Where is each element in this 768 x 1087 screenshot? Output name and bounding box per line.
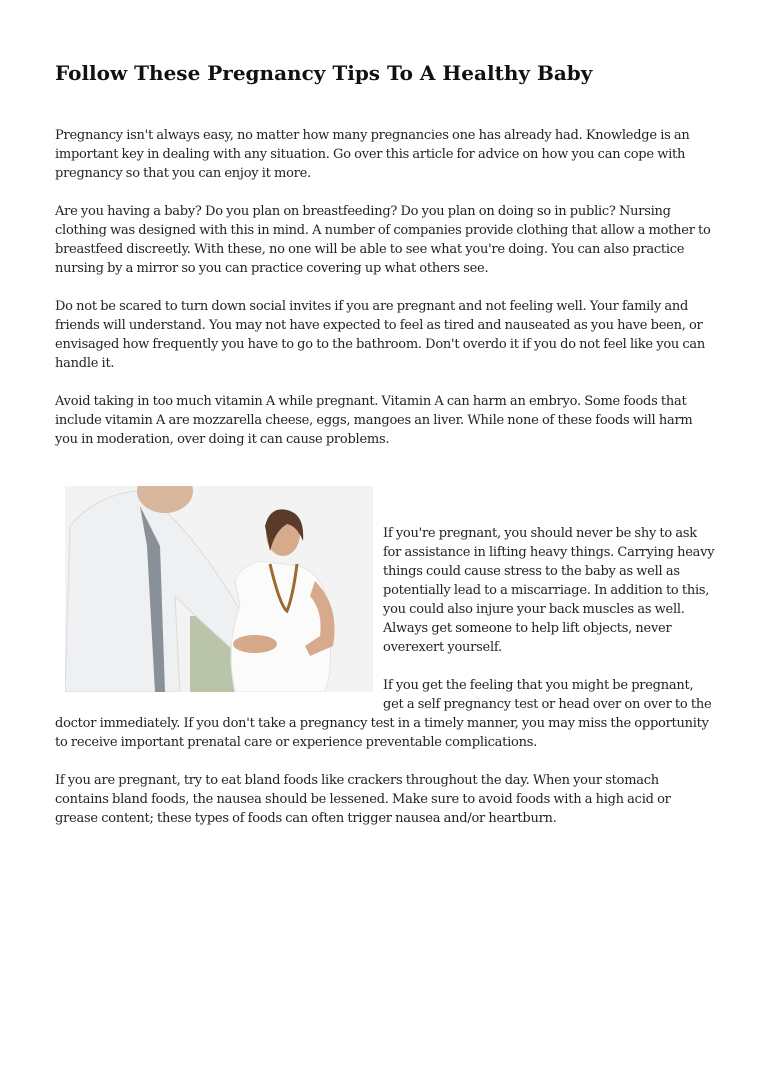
paragraph: If you are pregnant, try to eat bland foods like crackers throughout the day. When your stomach contains bland foods, the nausea should be lessened. Make sure to avoid foods with a high acid or grease content; these types of foods can often trigger nausea and/or heartburn. xyxy=(55,773,671,826)
paragraph: If you're pregnant, you should never be shy to ask for assistance in lifting heavy things. Carrying heavy things could cause stress to the baby as well as potentially lead to a miscarriage. In addition to this, you could also injure your back muscles as well. Always get someone to help lift objects, never overexert yourself. xyxy=(383,526,715,655)
paragraph: Are you having a baby? Do you plan on breastfeeding? Do you plan on doing so in public? Nursing clothing was designed with this in mind. A number of companies provide clothing that allow a mother to breastfeed discreetly. With these, no one will be able to see what you're doing. You can also practice nursing by a mirror so you can practice covering up what others see. xyxy=(55,204,711,276)
paragraph: Avoid taking in too much vitamin A while pregnant. Vitamin A can harm an embryo. Some foods that include vitamin A are mozzarella cheese, eggs, mangoes an liver. While none of these foods will harm you in moderation, over doing it can cause problems. xyxy=(55,394,693,447)
article-title: Follow These Pregnancy Tips To A Healthy Baby xyxy=(55,61,593,85)
paragraph: If you get the feeling that you might be pregnant, get a self pregnancy test or head over on over to the doctor immediately. If you don't take a pregnancy test in a timely manner, you may miss the opportunity to receive important prenatal care or experience preventable complications. xyxy=(55,678,712,750)
paragraph: Do not be scared to turn down social invites if you are pregnant and not feeling well. Your family and friends will understand. You may not have expected to feel as tired and nauseated as you have been, or envisaged how frequently you have to go to the bathroom. Don't overdo it if you do not feel like you can handle it. xyxy=(55,299,706,371)
doctor-pregnant-woman-photo xyxy=(65,486,373,692)
paragraph: Pregnancy isn't always easy, no matter how many pregnancies one has already had. Knowledge is an important key in dealing with any situation. Go over this article for advice on how you can cope with pregnancy so that you can enjoy it more. xyxy=(55,128,690,181)
article xyxy=(55,58,715,847)
